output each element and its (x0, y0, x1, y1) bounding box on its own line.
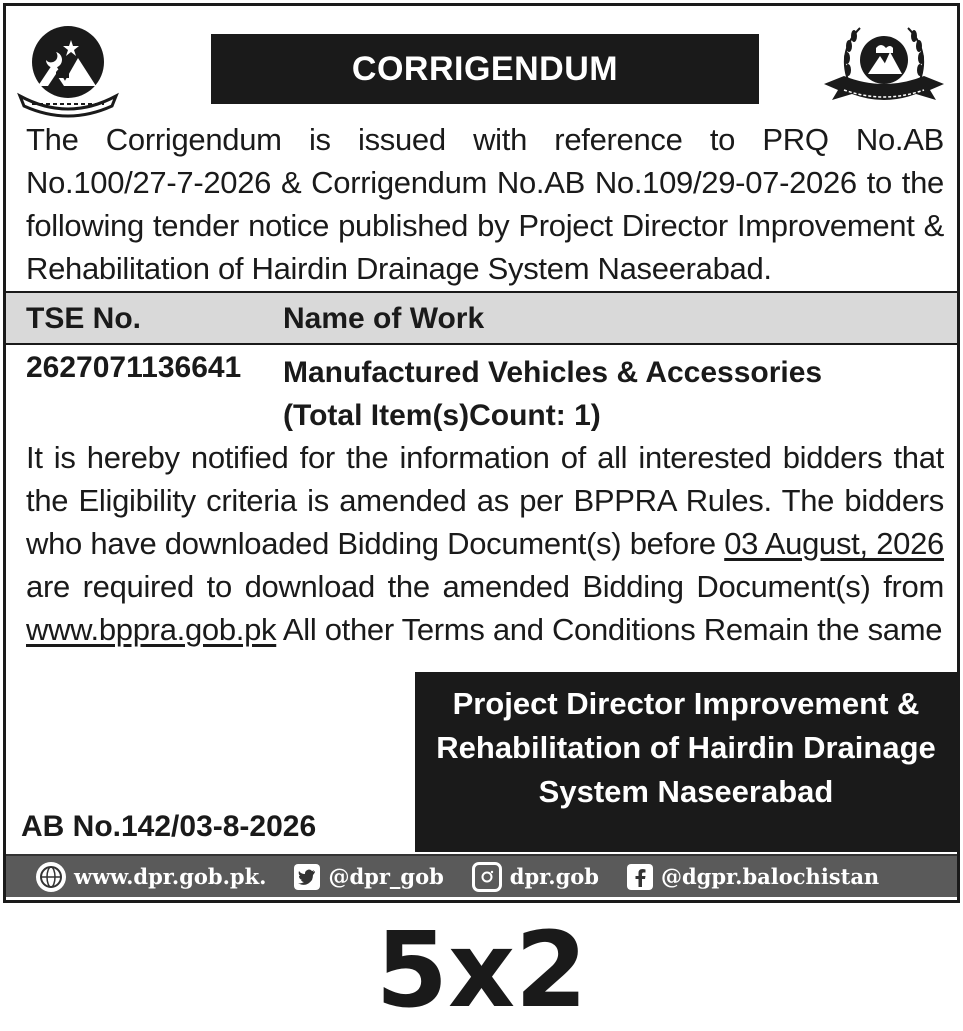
advertisement-frame (3, 3, 960, 903)
work-item-count: (Total Item(s)Count: 1) (283, 399, 601, 432)
column-header-name-of-work: Name of Work (283, 302, 485, 335)
facebook-handle: @dgpr.balochistan (661, 864, 880, 889)
twitter-handle: @dpr_gob (328, 864, 444, 889)
footer-facebook[interactable] (627, 864, 879, 890)
dgpr-emblem-logo (818, 20, 950, 116)
notice-text: It is hereby notified for the information of all interested bidders that the Eligibility criteria is amended as per BPPRA Rules. The bidders who have downloaded Bidding Document(s) before (26, 440, 944, 561)
signature-block (415, 672, 957, 852)
website-text: www.dpr.gob.pk. (74, 864, 267, 889)
instagram-icon (472, 862, 502, 892)
twitter-icon (294, 864, 320, 890)
government-emblem-logo (16, 20, 120, 120)
ad-size-label: 5x2 (375, 909, 588, 1031)
notice-paragraph (26, 436, 944, 651)
reference-number: AB No.142/03-8-2026 (21, 810, 317, 843)
globe-icon (36, 862, 66, 892)
work-name-line: Manufactured Vehicles & Accessories (283, 356, 823, 389)
corrigendum-banner: CORRIGENDUM (211, 34, 759, 104)
column-header-tse-no: TSE No. (26, 302, 142, 335)
footer-website[interactable] (36, 862, 266, 892)
signature-line: Project Director Improvement & (452, 686, 920, 721)
signature-line: System Naseerabad (538, 774, 834, 809)
table-header-row (6, 291, 957, 345)
notice-text-continued: are required to download the amended Bidding Document(s) from (26, 569, 944, 604)
intro-paragraph: The Corrigendum is issued with reference to PRQ No.AB No.100/27-7-2026 & Corrigendum No.AB No.109/29-07-2026 to the following tender notice published by Project Director Improvement & Rehabilitation of Hairdin Drainage System Naseerabad. (26, 122, 944, 286)
notice-text-end: All other Terms and Conditions Remain the same (276, 612, 943, 647)
facebook-icon (627, 864, 653, 890)
signature-line: Rehabilitation of Hairdin Drainage (436, 730, 936, 765)
bppra-website-link[interactable]: www.bppra.gob.pk (26, 612, 277, 647)
deadline-date: 03 August, 2026 (724, 526, 944, 561)
tse-number: 2627071136641 (26, 351, 242, 384)
work-name (283, 351, 822, 437)
footer-instagram[interactable] (472, 862, 599, 892)
footer-social-bar (6, 854, 957, 897)
footer-twitter[interactable] (294, 864, 443, 890)
instagram-handle: dpr.gob (509, 864, 599, 889)
